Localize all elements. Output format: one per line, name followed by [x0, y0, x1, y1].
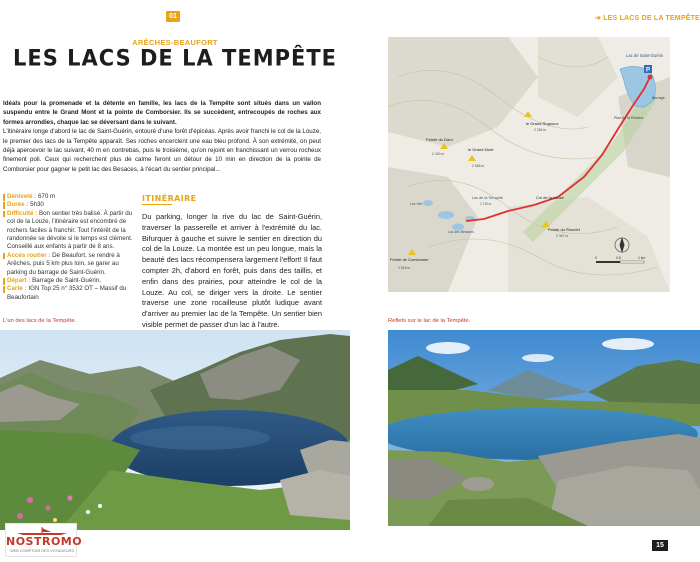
itinerary-heading: ITINÉRAIRE	[142, 194, 197, 203]
map-label-pointe-riondet: Pointe du Riondet	[548, 227, 580, 232]
info-elevation: Dénivelé : 670 m	[3, 193, 133, 201]
svg-text:0,5: 0,5	[616, 256, 621, 260]
itinerary-heading-rule	[142, 204, 172, 205]
map-label-grand-rognoux: le Grand Rognoux	[526, 121, 559, 126]
intro-paragraph	[3, 99, 321, 174]
lake-photo-right-illustration	[388, 330, 700, 526]
info-road-access: Accès routier : De Beaufort, se rendre à Arêches, puis 5 km plus loin, se garer au parking du barrage de Saint-Guérin.	[3, 252, 133, 277]
running-header: ➔ LES LACS DE LA TEMPÊTE	[595, 15, 700, 22]
map-label-col-louze: Col de la Louze	[536, 195, 564, 200]
route-number-badge: 01	[166, 11, 180, 22]
lake-photo-left	[0, 330, 350, 530]
nostromo-logo	[5, 523, 83, 557]
svg-text:1 km: 1 km	[638, 256, 646, 260]
map-label-grand-mont-alt: 2 686 m	[472, 164, 485, 168]
map-label-pointe-riondet-alt: 2 367 m	[556, 234, 569, 238]
location-kicker: ARÊCHES-BEAUFORT	[132, 38, 218, 47]
lake-photo-right	[388, 330, 700, 526]
map-label-barrage: Barrage	[652, 96, 665, 100]
intro-lead: Idéals pour la promenade et la détente en famille, les lacs de la Tempête sont situés dans un vallon suspendu entre le Grand Mont et la pointe de Comborsier. Ils se succèdent, entrecoupés de roches aux formes arrondies, chaque lac se déversant dans le suivant.	[3, 100, 321, 126]
info-map: Carte : IGN Top 25 n° 3532 OT – Massif du Beaufortain	[3, 285, 133, 302]
route-map-drawing	[388, 37, 670, 292]
left-photo-caption: L'un des lacs de la Tempête.	[3, 318, 77, 324]
map-label-grand-mont: le Grand Mont	[468, 147, 494, 152]
map-label-pointe-comborsier-alt: 2 516 m	[398, 266, 411, 270]
itinerary-text: Du parking, longer la rive du lac de Saint-Guérin, traverser la passerelle et arriver à l'extrémité du lac. Bifurquer à gauche et suivre le sentier en direction du col de la Louze. La montée est un peu longue, mais la beauté des lacs récompensera largement l'effort! Il faut compter 2h, d'abord en forêt, puis dans des taillis, et enfin dans des prairies, pour atteindre le col de la Louze. Au col, se diriger vers la droite. Le sentier traverse une zone rocailleuse plutôt ludique avant d'arriver au premier lac de la Tempête. Un sentier bien visible permet de passer d'un lac à l'autre.	[142, 212, 322, 329]
nostromo-logo-ship-icon	[15, 527, 69, 535]
map-label-lac-tempete: Lac de la Tempête	[472, 196, 503, 200]
map-label-pointe-dard: Pointe du Dard	[426, 137, 453, 142]
map-label-pointe-dard-alt: 2 400 m	[432, 152, 445, 156]
map-label-lac-tempete-alt: 2 119 m	[480, 202, 492, 206]
lake-photo-left-illustration	[0, 330, 350, 530]
info-duration: Durée : 5h30	[3, 201, 133, 209]
nostromo-logo-tagline: WEB COMPTOIR DES VOYAGEURS	[10, 549, 74, 553]
map-label-pointe-comborsier: Pointe de Comborsier	[390, 257, 429, 262]
right-page	[350, 0, 700, 562]
map-label-grand-rognoux-alt: 2 264 m	[534, 128, 547, 132]
practical-info	[3, 193, 133, 302]
info-start: Départ : Barrage de Saint-Guérin.	[3, 277, 133, 285]
map-label-lac-vert: Lac Vert	[410, 202, 423, 206]
intro-body: L'itinéraire longe d'abord le lac de Saint-Guérin, entouré d'une forêt d'épicéas. Après avoir franchi le col de la Louze, le premier des lacs de la Tempête apparaît. Ses roches encerclent une eau bleu profond. À son extrémité, on peut déjà apercevoir le lac suivant, 40 m en contrebas, puis le troisième, qu'on rejoint en franchissant un verrou rocheux finement poli. Ceux qui recherchent plus de calme feront un détour de 10 min en direction de la pointe de Comborsier pour gagner le petit lac des Besaces, à l'écart du sentier principal...	[3, 128, 321, 173]
right-photo-caption: Reflets sur le lac de la Tempête.	[388, 318, 471, 324]
info-difficulty: Difficulté : Bon sentier très balisé. À partir du col de la Louze, l'itinéraire est encombré de rochers faciles à franchir. Tout l'intérêt de la randonnée se dévoile si le temps est clément. Conseillé aux enfants à partir de 8 ans.	[3, 210, 133, 252]
route-map	[388, 37, 670, 292]
page-number: 15	[652, 540, 668, 551]
map-parking-label: P	[645, 67, 651, 74]
map-label-lac-besaces: Lac des Besaces	[448, 230, 474, 234]
page-title: LES LACS DE LA TEMPÊTE	[12, 45, 338, 71]
svg-text:0: 0	[595, 256, 597, 260]
map-label-plan-reviere: Plan de la Revière	[614, 116, 644, 120]
nostromo-logo-word: NOSTROMO	[6, 535, 83, 548]
map-label-lake-saint-guerin: Lac de Saint-Guérin	[626, 53, 664, 58]
